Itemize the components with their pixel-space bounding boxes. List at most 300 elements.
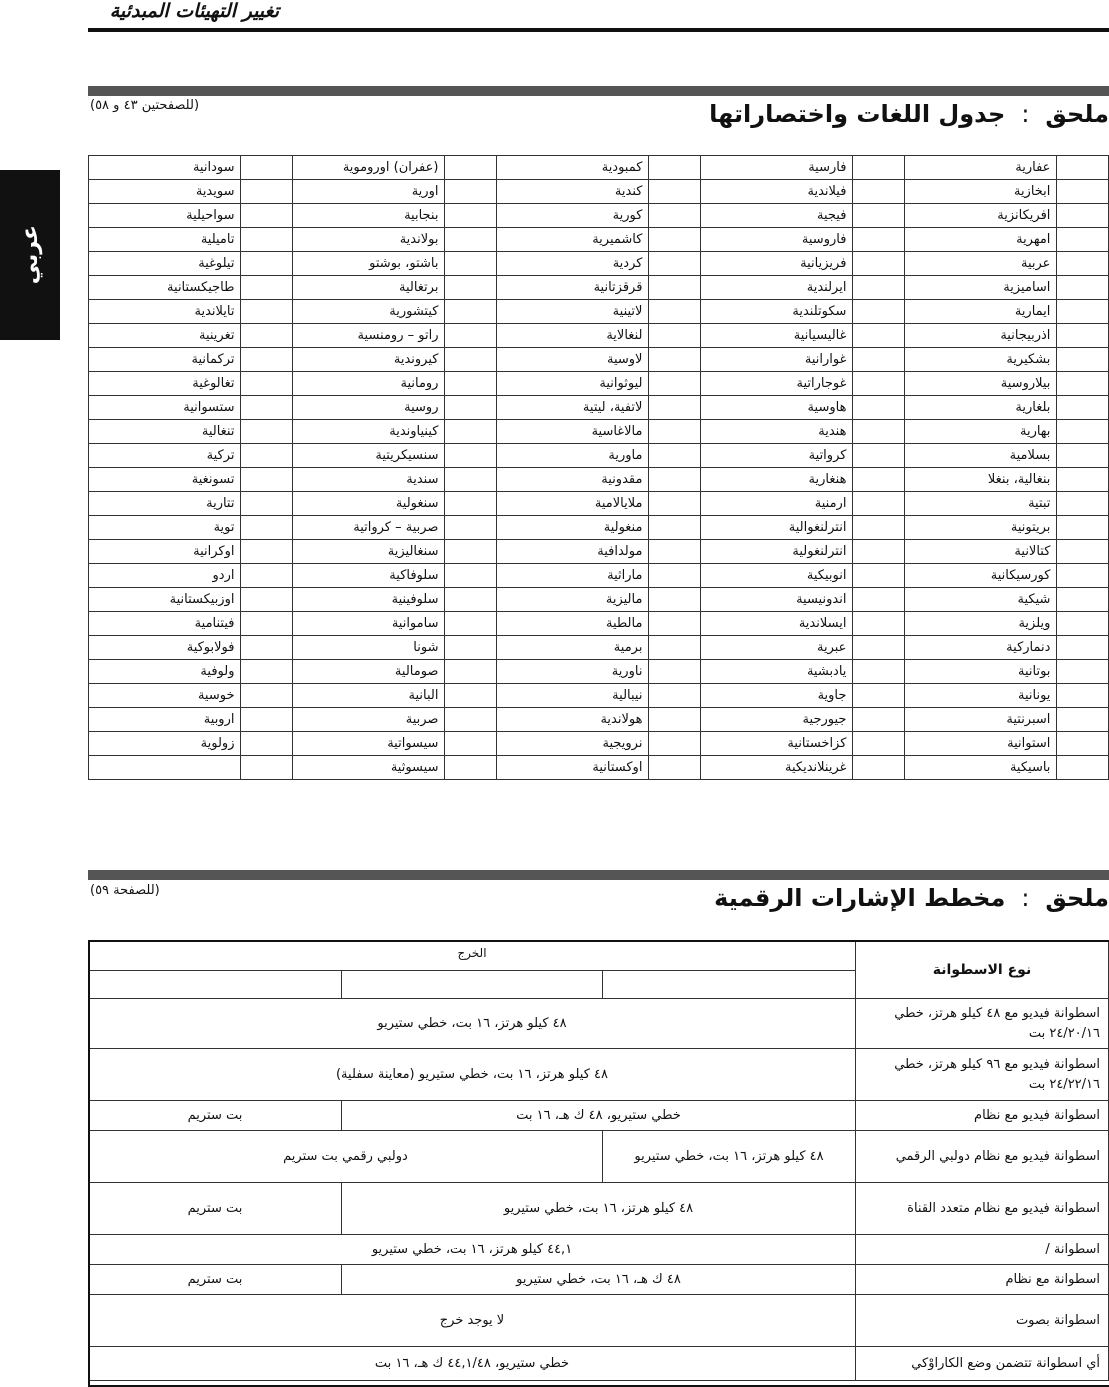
language-code-cell bbox=[649, 564, 701, 588]
language-name-cell: كاشميرية bbox=[496, 228, 648, 252]
language-code-cell bbox=[1057, 516, 1109, 540]
language-code-cell bbox=[649, 588, 701, 612]
language-name-cell: كزاخستانية bbox=[700, 732, 852, 756]
language-name-cell: شيكية bbox=[904, 588, 1056, 612]
page-header-title: تغيير التهيئات المبدئية bbox=[109, 0, 279, 22]
section2-bar bbox=[88, 870, 1109, 880]
language-name-cell: مالاغاسية bbox=[496, 420, 648, 444]
language-name-cell: ابخازية bbox=[904, 180, 1056, 204]
language-name-cell: صومالية bbox=[292, 660, 444, 684]
language-code-cell bbox=[649, 516, 701, 540]
language-code-cell bbox=[649, 756, 701, 780]
language-code-cell bbox=[649, 348, 701, 372]
disc-type-cell: اسطوانة بصوت bbox=[856, 1295, 1109, 1347]
language-name-cell: خوسية bbox=[89, 684, 241, 708]
language-name-cell: غرينلانديكية bbox=[700, 756, 852, 780]
table-row bbox=[89, 1183, 1109, 1235]
language-code-cell bbox=[241, 396, 293, 420]
language-name-cell: يونانية bbox=[904, 684, 1056, 708]
language-code-cell bbox=[853, 156, 905, 180]
language-code-cell bbox=[649, 444, 701, 468]
language-name-cell: يادبشية bbox=[700, 660, 852, 684]
table-row bbox=[89, 252, 1109, 276]
language-code-cell bbox=[241, 708, 293, 732]
language-code-cell bbox=[1057, 588, 1109, 612]
language-code-cell bbox=[445, 228, 497, 252]
language-name-cell: قرقزتانية bbox=[496, 276, 648, 300]
language-code-cell bbox=[1057, 468, 1109, 492]
output-cell: خطي ستيريو، ٤٤,١/٤٨ ك هـ، ١٦ بت bbox=[89, 1347, 856, 1381]
language-code-cell bbox=[241, 492, 293, 516]
language-name-cell: صربية – كرواتية bbox=[292, 516, 444, 540]
language-name-cell: باشتو، بوشتو bbox=[292, 252, 444, 276]
language-name-cell: فولابوكية bbox=[89, 636, 241, 660]
table-row bbox=[89, 180, 1109, 204]
language-code-cell bbox=[241, 276, 293, 300]
table-row bbox=[89, 660, 1109, 684]
language-name-cell: بوتانية bbox=[904, 660, 1056, 684]
language-code-cell bbox=[853, 396, 905, 420]
language-code-cell bbox=[1057, 444, 1109, 468]
language-code-cell bbox=[445, 684, 497, 708]
language-code-cell bbox=[445, 324, 497, 348]
table-row bbox=[89, 204, 1109, 228]
language-name-cell: (عفران) اوروموية bbox=[292, 156, 444, 180]
language-name-cell: كندية bbox=[496, 180, 648, 204]
language-code-cell bbox=[649, 708, 701, 732]
language-name-cell: تاميلية bbox=[89, 228, 241, 252]
language-code-cell bbox=[241, 564, 293, 588]
language-code-cell bbox=[445, 492, 497, 516]
language-code-cell bbox=[1057, 204, 1109, 228]
language-name-cell: نرويجية bbox=[496, 732, 648, 756]
language-code-cell bbox=[241, 252, 293, 276]
disc-type-cell: اسطوانة فيديو مع نظام bbox=[856, 1101, 1109, 1131]
language-code-cell bbox=[445, 564, 497, 588]
language-code-cell bbox=[241, 372, 293, 396]
language-code-cell bbox=[445, 516, 497, 540]
table-row bbox=[89, 540, 1109, 564]
language-code-cell bbox=[853, 468, 905, 492]
table-row bbox=[89, 1295, 1109, 1347]
language-code-cell bbox=[241, 588, 293, 612]
language-name-cell: امهرية bbox=[904, 228, 1056, 252]
language-name-cell: مالطية bbox=[496, 612, 648, 636]
output-cell-secondary: بت ستريم bbox=[89, 1101, 342, 1131]
language-name-cell: سنغاليزية bbox=[292, 540, 444, 564]
table-row bbox=[89, 564, 1109, 588]
language-name-cell: منغولية bbox=[496, 516, 648, 540]
table-row bbox=[89, 492, 1109, 516]
language-name-cell: ناورية bbox=[496, 660, 648, 684]
section2-title: مخطط الإشارات الرقمية bbox=[714, 884, 1006, 912]
language-name-cell: اوزبيكستانية bbox=[89, 588, 241, 612]
language-name-cell: اذربيجانية bbox=[904, 324, 1056, 348]
language-name-cell: جاوية bbox=[700, 684, 852, 708]
language-name-cell: مقدونية bbox=[496, 468, 648, 492]
language-code-cell bbox=[241, 204, 293, 228]
table-row bbox=[89, 516, 1109, 540]
language-code-cell bbox=[241, 228, 293, 252]
language-name-cell: فيجية bbox=[700, 204, 852, 228]
language-name-cell: شونا bbox=[292, 636, 444, 660]
language-code-cell bbox=[445, 708, 497, 732]
language-code-cell bbox=[445, 180, 497, 204]
language-name-cell: ايسلاندية bbox=[700, 612, 852, 636]
table-row bbox=[89, 684, 1109, 708]
table-row bbox=[89, 156, 1109, 180]
language-code-cell bbox=[853, 612, 905, 636]
disc-type-cell: اسطوانة فيديو مع نظام متعدد القناة bbox=[856, 1183, 1109, 1235]
output-cell-primary: خطي ستيريو، ٤٨ ك هـ، ١٦ بت bbox=[342, 1101, 856, 1131]
language-code-cell bbox=[853, 444, 905, 468]
language-name-cell: سيسوثية bbox=[292, 756, 444, 780]
language-name-cell: بيلاروسية bbox=[904, 372, 1056, 396]
language-name-cell: ليوثوانية bbox=[496, 372, 648, 396]
language-code-cell bbox=[1057, 396, 1109, 420]
language-code-cell bbox=[445, 732, 497, 756]
language-name-cell: سنسيكريتية bbox=[292, 444, 444, 468]
language-name-cell: غوجاراتية bbox=[700, 372, 852, 396]
language-name-cell: بريتونية bbox=[904, 516, 1056, 540]
language-code-cell bbox=[445, 156, 497, 180]
language-name-cell: كردية bbox=[496, 252, 648, 276]
table-row bbox=[89, 276, 1109, 300]
section1-colon: : bbox=[1021, 100, 1030, 128]
language-code-cell bbox=[853, 252, 905, 276]
language-name-cell: انوبيكية bbox=[700, 564, 852, 588]
language-code-cell bbox=[853, 684, 905, 708]
language-code-cell bbox=[1057, 372, 1109, 396]
language-name-cell: ماراثية bbox=[496, 564, 648, 588]
language-code-cell bbox=[853, 180, 905, 204]
language-code-cell bbox=[1057, 348, 1109, 372]
language-name-cell: سويدية bbox=[89, 180, 241, 204]
language-code-cell bbox=[445, 252, 497, 276]
language-name-cell: بنغالية، بنغلا bbox=[904, 468, 1056, 492]
language-code-cell bbox=[649, 540, 701, 564]
language-code-cell bbox=[445, 204, 497, 228]
language-code-cell bbox=[853, 228, 905, 252]
language-code-cell bbox=[853, 372, 905, 396]
section1-title: جدول اللغات واختصاراتها bbox=[709, 100, 1006, 128]
table-row bbox=[89, 1265, 1109, 1295]
section2-page-ref: (للصفحة ٥٩) bbox=[90, 883, 160, 898]
table-row bbox=[89, 1049, 1109, 1101]
language-name-cell: روسية bbox=[292, 396, 444, 420]
table-row bbox=[89, 708, 1109, 732]
language-name-cell: فاروسية bbox=[700, 228, 852, 252]
language-code-cell bbox=[1057, 180, 1109, 204]
language-name-cell: استوانية bbox=[904, 732, 1056, 756]
disc-type-cell: اسطوانة فيديو مع ٩٦ كيلو هرتز، خطي ٢٤/٢٢/١٦ بت bbox=[856, 1049, 1109, 1101]
output-cell-secondary: دولبي رقمي بت ستريم bbox=[89, 1131, 603, 1183]
disc-type-cell: أي اسطوانة تتضمن وضع الكاراوْكي bbox=[856, 1347, 1109, 1381]
table-row bbox=[89, 396, 1109, 420]
language-name-cell: باسيكية bbox=[904, 756, 1056, 780]
table-row bbox=[89, 468, 1109, 492]
language-code-cell bbox=[853, 324, 905, 348]
language-code-cell bbox=[445, 756, 497, 780]
language-name-cell: غاليسيانية bbox=[700, 324, 852, 348]
language-code-cell bbox=[1057, 564, 1109, 588]
language-code-cell bbox=[241, 348, 293, 372]
disc-type-cell: اسطوانة مع نظام bbox=[856, 1265, 1109, 1295]
language-code-cell bbox=[241, 420, 293, 444]
language-name-cell: سلوفينية bbox=[292, 588, 444, 612]
output-header: الخرج bbox=[89, 941, 856, 971]
language-name-cell: اردو bbox=[89, 564, 241, 588]
language-code-cell bbox=[649, 180, 701, 204]
table-row bbox=[89, 999, 1109, 1049]
language-code-cell bbox=[649, 324, 701, 348]
output-subheader-cell bbox=[89, 971, 342, 999]
disc-type-cell: اسطوانة فيديو مع ٤٨ كيلو هرتز، خطي ٢٤/٢٠/١٦ بت bbox=[856, 999, 1109, 1049]
language-code-cell bbox=[853, 636, 905, 660]
language-name-cell: لاتينية bbox=[496, 300, 648, 324]
output-cell-secondary: بت ستريم bbox=[89, 1265, 342, 1295]
output-cell: ٤٤,١ كيلو هرتز، ١٦ بت، خطي ستيريو bbox=[89, 1235, 856, 1265]
language-code-cell bbox=[853, 348, 905, 372]
language-code-cell bbox=[1057, 228, 1109, 252]
section2-colon: : bbox=[1021, 884, 1030, 912]
language-code-cell bbox=[445, 348, 497, 372]
language-code-cell bbox=[445, 588, 497, 612]
language-code-cell bbox=[241, 636, 293, 660]
language-name-cell bbox=[89, 756, 241, 780]
language-name-cell: مولدافية bbox=[496, 540, 648, 564]
language-code-cell bbox=[649, 492, 701, 516]
output-cell-secondary: بت ستريم bbox=[89, 1183, 342, 1235]
table-row bbox=[89, 348, 1109, 372]
language-code-cell bbox=[649, 420, 701, 444]
language-code-cell bbox=[1057, 660, 1109, 684]
section1-page-ref: (للصفحتين ٤٣ و ٥٨) bbox=[90, 98, 200, 113]
language-name-cell: برتغالية bbox=[292, 276, 444, 300]
table-row bbox=[89, 1347, 1109, 1381]
language-name-cell: بولاندية bbox=[292, 228, 444, 252]
language-name-cell: كيتشورية bbox=[292, 300, 444, 324]
language-code-cell bbox=[853, 204, 905, 228]
language-name-cell: كتالانية bbox=[904, 540, 1056, 564]
table-row bbox=[89, 612, 1109, 636]
table-row bbox=[89, 420, 1109, 444]
language-code-cell bbox=[853, 564, 905, 588]
language-code-table bbox=[88, 155, 1109, 780]
language-code-cell bbox=[1057, 636, 1109, 660]
language-code-cell bbox=[1057, 732, 1109, 756]
table-row bbox=[89, 636, 1109, 660]
table-row bbox=[89, 756, 1109, 780]
language-name-cell: لنغالاية bbox=[496, 324, 648, 348]
output-cell-primary: ٤٨ ك هـ، ١٦ بت، خطي ستيريو bbox=[342, 1265, 856, 1295]
language-code-cell bbox=[241, 516, 293, 540]
language-code-cell bbox=[649, 276, 701, 300]
language-name-cell: سيسواتية bbox=[292, 732, 444, 756]
language-code-cell bbox=[445, 300, 497, 324]
language-name-cell: تغالوغية bbox=[89, 372, 241, 396]
language-code-cell bbox=[1057, 540, 1109, 564]
language-code-cell bbox=[649, 204, 701, 228]
language-code-cell bbox=[445, 468, 497, 492]
language-name-cell: بسلامية bbox=[904, 444, 1056, 468]
language-code-cell bbox=[241, 324, 293, 348]
language-code-cell bbox=[1057, 612, 1109, 636]
language-name-cell: ساموانية bbox=[292, 612, 444, 636]
table-row bbox=[89, 1235, 1109, 1265]
language-code-cell bbox=[649, 156, 701, 180]
language-name-cell: راتو – رومنسية bbox=[292, 324, 444, 348]
language-code-cell bbox=[445, 372, 497, 396]
language-code-cell bbox=[445, 396, 497, 420]
language-code-cell bbox=[853, 492, 905, 516]
language-name-cell: سودانية bbox=[89, 156, 241, 180]
language-name-cell: فارسية bbox=[700, 156, 852, 180]
table-row bbox=[89, 324, 1109, 348]
language-name-cell: تيلوغية bbox=[89, 252, 241, 276]
language-code-cell bbox=[853, 516, 905, 540]
table-row bbox=[89, 372, 1109, 396]
table-row bbox=[89, 1101, 1109, 1131]
language-code-cell bbox=[853, 756, 905, 780]
language-name-cell: فريزيانية bbox=[700, 252, 852, 276]
language-name-cell: جيورجية bbox=[700, 708, 852, 732]
language-code-cell bbox=[649, 396, 701, 420]
language-name-cell: دنماركية bbox=[904, 636, 1056, 660]
language-name-cell: افريكانزية bbox=[904, 204, 1056, 228]
language-name-cell: عربية bbox=[904, 252, 1056, 276]
language-code-cell bbox=[445, 612, 497, 636]
language-code-cell bbox=[241, 300, 293, 324]
language-name-cell: تايلاندية bbox=[89, 300, 241, 324]
language-code-cell bbox=[445, 636, 497, 660]
language-name-cell: سكوتلندية bbox=[700, 300, 852, 324]
language-code-cell bbox=[853, 708, 905, 732]
header-rule bbox=[88, 28, 1109, 32]
language-name-cell: البانية bbox=[292, 684, 444, 708]
language-code-cell bbox=[649, 660, 701, 684]
output-cell-primary: ٤٨ كيلو هرتز، ١٦ بت، خطي ستيريو bbox=[603, 1131, 856, 1183]
language-name-cell: ارمنية bbox=[700, 492, 852, 516]
disc-type-header: نوع الاسطوانة bbox=[856, 941, 1109, 999]
language-name-cell: ويلزية bbox=[904, 612, 1056, 636]
language-code-cell bbox=[649, 684, 701, 708]
language-name-cell: تسونغية bbox=[89, 468, 241, 492]
table-row bbox=[89, 588, 1109, 612]
language-side-tab bbox=[0, 170, 60, 340]
language-name-cell: اورية bbox=[292, 180, 444, 204]
language-code-cell bbox=[649, 228, 701, 252]
language-code-cell bbox=[1057, 276, 1109, 300]
language-name-cell: كورية bbox=[496, 204, 648, 228]
language-name-cell: سلوفاكية bbox=[292, 564, 444, 588]
language-code-cell bbox=[1057, 492, 1109, 516]
language-name-cell: انترلنغوالية bbox=[700, 516, 852, 540]
output-cell: ٤٨ كيلو هرتز، ١٦ بت، خطي ستيريو (معاينة سفلية) bbox=[89, 1049, 856, 1101]
side-tab-label: عربي bbox=[17, 225, 43, 285]
language-name-cell: سندية bbox=[292, 468, 444, 492]
output-cell-primary: ٤٨ كيلو هرتز، ١٦ بت، خطي ستيريو bbox=[342, 1183, 856, 1235]
table-row bbox=[89, 732, 1109, 756]
section1-prefix: ملحق bbox=[1045, 100, 1109, 128]
language-name-cell: هاوسية bbox=[700, 396, 852, 420]
language-name-cell: انترلنغولية bbox=[700, 540, 852, 564]
language-name-cell: اندونيسية bbox=[700, 588, 852, 612]
language-code-cell bbox=[1057, 708, 1109, 732]
output-cell: ٤٨ كيلو هرتز، ١٦ بت، خطي ستيريو bbox=[89, 999, 856, 1049]
language-code-cell bbox=[649, 636, 701, 660]
language-code-cell bbox=[649, 612, 701, 636]
language-name-cell: عبرية bbox=[700, 636, 852, 660]
language-name-cell: نيبالية bbox=[496, 684, 648, 708]
language-name-cell: فيلاندية bbox=[700, 180, 852, 204]
table-row bbox=[89, 1131, 1109, 1183]
language-code-cell bbox=[1057, 156, 1109, 180]
language-code-cell bbox=[1057, 252, 1109, 276]
language-code-cell bbox=[1057, 756, 1109, 780]
language-code-cell bbox=[1057, 684, 1109, 708]
language-name-cell: اسبرنتية bbox=[904, 708, 1056, 732]
digital-signal-table bbox=[88, 940, 1109, 1381]
language-code-cell bbox=[241, 156, 293, 180]
section2-heading bbox=[714, 884, 1109, 912]
language-name-cell: ماورية bbox=[496, 444, 648, 468]
language-code-cell bbox=[853, 732, 905, 756]
language-name-cell: تركمانية bbox=[89, 348, 241, 372]
language-code-cell bbox=[241, 444, 293, 468]
language-code-cell bbox=[445, 444, 497, 468]
language-name-cell: كرواتية bbox=[700, 444, 852, 468]
language-code-cell bbox=[853, 660, 905, 684]
language-code-cell bbox=[241, 756, 293, 780]
language-code-cell bbox=[445, 540, 497, 564]
language-name-cell: غوارانية bbox=[700, 348, 852, 372]
language-name-cell: هنغارية bbox=[700, 468, 852, 492]
language-name-cell: ستسوانية bbox=[89, 396, 241, 420]
language-name-cell: اوكرانية bbox=[89, 540, 241, 564]
language-name-cell: صربية bbox=[292, 708, 444, 732]
language-name-cell: لاتفية، ليتية bbox=[496, 396, 648, 420]
language-name-cell: بنجابية bbox=[292, 204, 444, 228]
language-code-cell bbox=[445, 276, 497, 300]
language-name-cell: ملايالامية bbox=[496, 492, 648, 516]
language-name-cell: برمية bbox=[496, 636, 648, 660]
output-subheader-cell bbox=[342, 971, 603, 999]
language-name-cell: اوكستانية bbox=[496, 756, 648, 780]
language-name-cell: اروبية bbox=[89, 708, 241, 732]
language-code-cell bbox=[649, 468, 701, 492]
section2-prefix: ملحق bbox=[1045, 884, 1109, 912]
language-name-cell: طاجيكستانية bbox=[89, 276, 241, 300]
language-name-cell: تبتية bbox=[904, 492, 1056, 516]
language-name-cell: تتارية bbox=[89, 492, 241, 516]
language-code-cell bbox=[853, 300, 905, 324]
language-code-cell bbox=[241, 684, 293, 708]
language-code-cell bbox=[649, 372, 701, 396]
language-name-cell: كمبودية bbox=[496, 156, 648, 180]
disc-type-cell: اسطوانة فيديو مع نظام دولبي الرقمي bbox=[856, 1131, 1109, 1183]
language-code-cell bbox=[445, 420, 497, 444]
language-name-cell: كيروندية bbox=[292, 348, 444, 372]
language-name-cell: سواحيلية bbox=[89, 204, 241, 228]
language-code-cell bbox=[853, 276, 905, 300]
language-code-cell bbox=[853, 420, 905, 444]
language-name-cell: عفارية bbox=[904, 156, 1056, 180]
language-code-cell bbox=[241, 612, 293, 636]
language-code-cell bbox=[1057, 324, 1109, 348]
language-name-cell: كورسيكانية bbox=[904, 564, 1056, 588]
language-name-cell: هندية bbox=[700, 420, 852, 444]
